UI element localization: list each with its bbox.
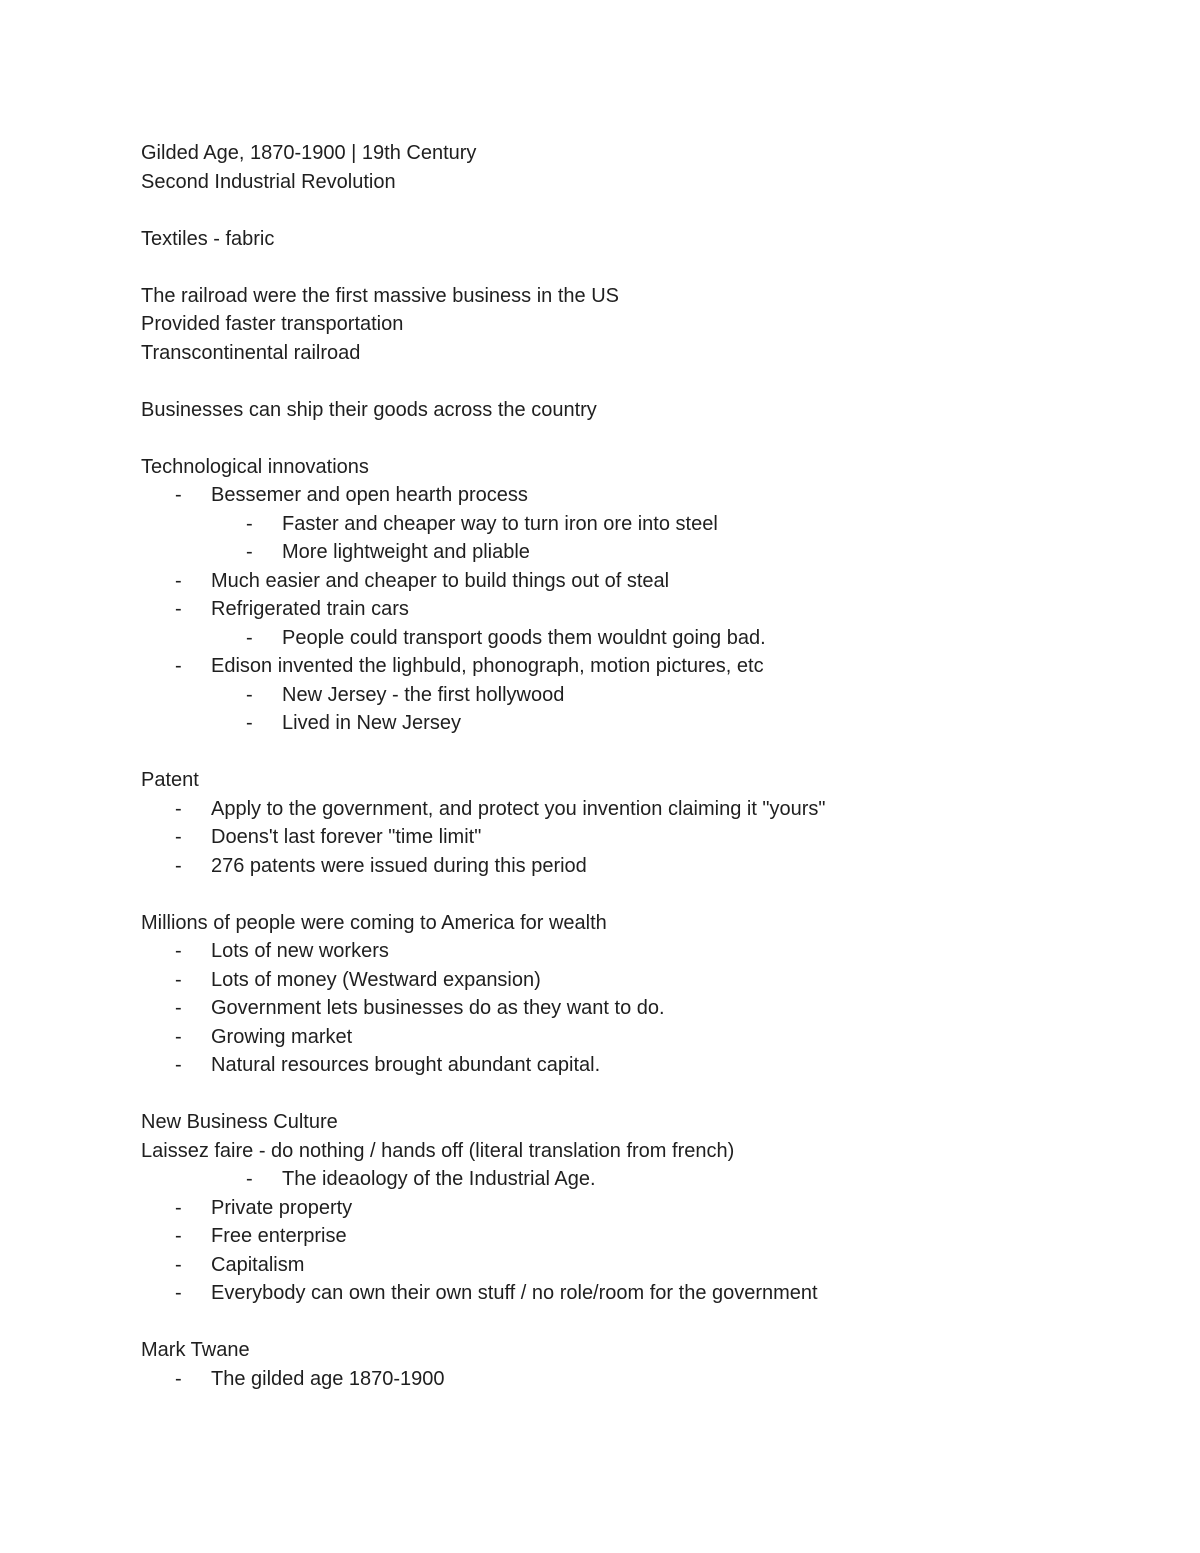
bullet-dash: - <box>175 1025 182 1048</box>
bullet-dash: - <box>175 484 182 506</box>
bullet-item <box>141 1194 1101 1223</box>
line-text: Private property <box>211 1196 353 1219</box>
text-line <box>141 766 1101 795</box>
text-line <box>141 310 1101 339</box>
blank-line <box>141 1080 1101 1109</box>
blank-line <box>141 424 1101 453</box>
bullet-dash: - <box>246 712 253 734</box>
bullet-dash: - <box>175 826 182 848</box>
sub-bullet-item <box>141 709 1101 738</box>
blank-line <box>141 880 1101 909</box>
bullet-item <box>141 994 1101 1023</box>
bullet-dash: - <box>175 968 182 991</box>
bullet-item <box>141 937 1101 966</box>
line-text: Lived in New Jersey <box>282 712 461 734</box>
line-text: Growing market <box>211 1025 353 1048</box>
text-line <box>141 1137 1101 1166</box>
text-line <box>141 1108 1101 1137</box>
line-text: Patent <box>141 769 199 791</box>
bullet-dash: - <box>175 1225 182 1247</box>
sub-bullet-item <box>141 624 1101 653</box>
line-text: New Jersey - the first hollywood <box>282 683 565 706</box>
line-text: Textiles - fabric <box>141 227 275 250</box>
text-line <box>141 282 1101 311</box>
bullet-item <box>141 1051 1101 1080</box>
line-text: Doens't last forever "time limit" <box>211 826 482 848</box>
line-text: Mark Twane <box>141 1339 250 1361</box>
bullet-dash: - <box>246 512 253 535</box>
bullet-dash: - <box>246 683 253 706</box>
line-text: Lots of new workers <box>211 940 389 962</box>
line-text: Edison invented the lighbuld, phonograph, motion pictures, etc <box>211 655 764 677</box>
bullet-item <box>141 481 1101 510</box>
bullet-dash: - <box>175 797 182 820</box>
bullet-item <box>141 595 1101 624</box>
bullet-dash: - <box>246 1168 253 1190</box>
bullet-item <box>141 1023 1101 1052</box>
bullet-dash: - <box>175 997 182 1019</box>
bullet-item <box>141 1222 1101 1251</box>
bullet-dash: - <box>175 1282 182 1304</box>
line-text: The gilded age 1870-1900 <box>211 1367 445 1390</box>
blank-line <box>141 738 1101 767</box>
line-text: The railroad were the first massive business in the US <box>141 284 619 307</box>
line-text: Lots of money (Westward expansion) <box>211 968 541 991</box>
line-text: Apply to the government, and protect you invention claiming it "yours" <box>211 797 826 820</box>
sub-bullet-item <box>141 681 1101 710</box>
blank-line <box>141 367 1101 396</box>
bullet-dash: - <box>175 854 182 877</box>
line-text: Millions of people were coming to America for wealth <box>141 911 607 934</box>
line-text: The ideaology of the Industrial Age. <box>282 1168 596 1190</box>
line-text: Natural resources brought abundant capital. <box>211 1054 601 1076</box>
line-text: Businesses can ship their goods across the country <box>141 398 597 421</box>
line-text: Much easier and cheaper to build things out of steal <box>211 569 670 592</box>
bullet-dash: - <box>175 655 182 677</box>
line-text: Capitalism <box>211 1253 305 1276</box>
bullet-dash: - <box>246 541 253 563</box>
bullet-dash: - <box>246 626 253 649</box>
line-text: Free enterprise <box>211 1225 347 1247</box>
bullet-item <box>141 652 1101 681</box>
text-line <box>141 396 1101 425</box>
line-text: Second Industrial Revolution <box>141 170 396 193</box>
line-text: Bessemer and open hearth process <box>211 484 528 506</box>
bullet-item <box>141 852 1101 881</box>
bullet-item <box>141 1365 1101 1394</box>
text-line <box>141 139 1101 168</box>
text-line <box>141 168 1101 197</box>
line-text: New Business Culture <box>141 1111 338 1133</box>
bullet-dash: - <box>175 1054 182 1076</box>
line-text: Government lets businesses do as they want to do. <box>211 997 665 1019</box>
text-line <box>141 909 1101 938</box>
line-text: Refrigerated train cars <box>211 598 409 620</box>
blank-line <box>141 1308 1101 1337</box>
line-text: People could transport goods them wouldnt going bad. <box>282 626 766 649</box>
bullet-item <box>141 567 1101 596</box>
bullet-item <box>141 966 1101 995</box>
bullet-dash: - <box>175 569 182 592</box>
text-line <box>141 339 1101 368</box>
text-line <box>141 453 1101 482</box>
sub-bullet-item <box>141 1165 1101 1194</box>
line-text: More lightweight and pliable <box>282 541 530 563</box>
bullet-item <box>141 1251 1101 1280</box>
bullet-item <box>141 1279 1101 1308</box>
bullet-dash: - <box>175 1367 182 1390</box>
line-text: Provided faster transportation <box>141 313 404 335</box>
bullet-dash: - <box>175 1253 182 1276</box>
line-text: Laissez faire - do nothing / hands off (literal translation from french) <box>141 1139 735 1162</box>
line-text: 276 patents were issued during this period <box>211 854 587 877</box>
blank-line <box>141 253 1101 282</box>
text-line <box>141 225 1101 254</box>
text-line <box>141 1336 1101 1365</box>
line-text: Faster and cheaper way to turn iron ore into steel <box>282 512 718 535</box>
document-body <box>141 139 1101 1393</box>
bullet-item <box>141 795 1101 824</box>
sub-bullet-item <box>141 538 1101 567</box>
line-text: Transcontinental railroad <box>141 341 361 364</box>
bullet-dash: - <box>175 598 182 620</box>
line-text: Technological innovations <box>141 455 369 478</box>
line-text: Gilded Age, 1870-1900 | 19th Century <box>141 142 477 164</box>
bullet-dash: - <box>175 940 182 962</box>
blank-line <box>141 196 1101 225</box>
bullet-dash: - <box>175 1196 182 1219</box>
bullet-item <box>141 823 1101 852</box>
line-text: Everybody can own their own stuff / no role/room for the government <box>211 1282 818 1304</box>
sub-bullet-item <box>141 510 1101 539</box>
